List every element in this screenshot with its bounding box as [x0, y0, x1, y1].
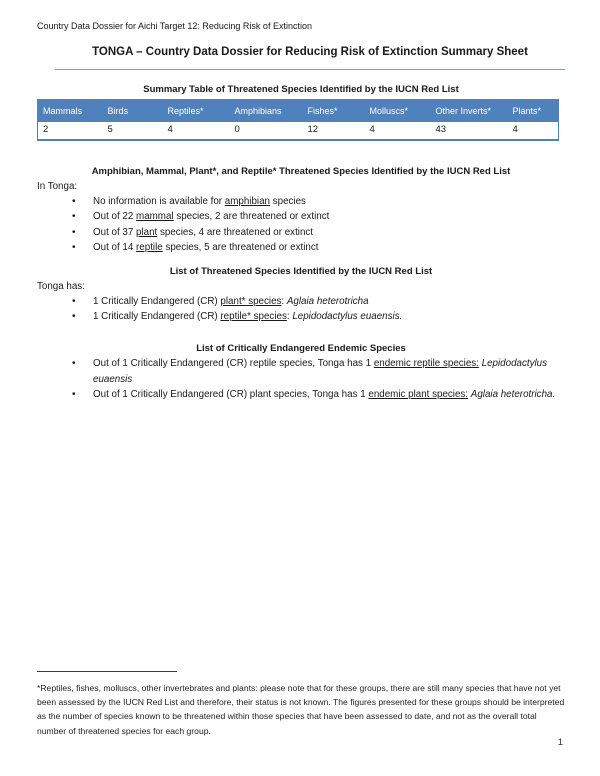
text-segment: No information is available for: [93, 196, 225, 207]
running-header: Country Data Dossier for Aichi Target 12: Reducing Risk of Extinction: [37, 21, 312, 31]
summary-table-title: Summary Table of Threatened Species Identified by the IUCN Red List: [143, 84, 459, 95]
summary-table-header-row: [38, 100, 559, 123]
section-threatened-by-group-heading: Amphibian, Mammal, Plant*, and Reptile* Threatened Species Identified by the IUCN Red List: [91, 166, 511, 177]
text-segment: Out of 1 Critically Endangered (CR) plant species, Tonga has 1: [93, 389, 369, 401]
summary-table-value-cell: 2: [43, 124, 49, 135]
summary-table-header-cell: Molluscs*: [365, 100, 431, 123]
text-segment: mammal: [136, 211, 174, 223]
text-segment: reptile: [136, 242, 163, 254]
text-segment: Lepidodactylus euaensis.: [292, 311, 403, 323]
summary-table-header-cell: Mammals: [38, 100, 103, 123]
text-segment: :: [281, 295, 287, 307]
page-number: 1: [557, 737, 563, 748]
text-segment: Aglaia heterotricha: [286, 295, 369, 307]
summary-table-value-cell: 43: [435, 124, 447, 135]
text-segment: Out of 22: [93, 211, 137, 223]
text-segment: Out of 37: [93, 226, 137, 238]
summary-table-header-cell: Other Inverts*: [431, 100, 508, 123]
text-segment: plant: [136, 226, 158, 238]
section-endemic-species-bullets: [37, 356, 565, 402]
text-segment: species: [270, 196, 306, 207]
section-endemic-species-heading: List of Critically Endangered Endemic Species: [196, 343, 406, 355]
section-threatened-by-group-intro: In Tonga:: [37, 181, 78, 192]
footnote-text: *Reptiles, fishes, molluscs, other invertebrates and plants: please note that for these groups, there are still many species that have not yet been assessed by the IUCN Red List and therefore, their status is not known. The figures presented for these groups should be interpreted as the number of species known to be threatened within those species that have been assessed to date, and not as the overall total number of threatened species for each group.: [37, 683, 565, 736]
bullet-item: [37, 294, 565, 309]
text-segment: 1 Critically Endangered (CR): [93, 311, 221, 323]
bullet-item: [37, 309, 565, 324]
text-segment: species, 4 are threatened or extinct: [157, 226, 314, 238]
summary-table-value-cell: 4: [512, 124, 518, 135]
text-segment: endemic plant species:: [368, 389, 469, 401]
text-segment: :: [286, 311, 293, 323]
summary-table-value-cell: 4: [167, 124, 173, 135]
title-block: [55, 43, 565, 70]
bullet-item: [37, 194, 565, 209]
text-segment: 1 Critically Endangered (CR): [93, 295, 221, 307]
section-threatened-species-list: [37, 265, 565, 325]
text-segment: Lepidodactylus euaensis: [93, 358, 548, 385]
text-segment: reptile* species: [220, 311, 287, 323]
text-segment: Aglaia heterotricha.: [470, 389, 556, 401]
bullet-item: [37, 387, 565, 402]
footnote-separator: [37, 671, 177, 672]
section-threatened-by-group-bullets: [37, 194, 565, 256]
section-endemic-species: [37, 342, 565, 402]
bullet-item: [37, 356, 565, 387]
text-segment: amphibian: [224, 196, 270, 207]
section-threatened-species-list-heading: List of Threatened Species Identified by the IUCN Red List: [169, 265, 433, 277]
summary-table-header-cell: Reptiles*: [163, 100, 230, 123]
section-threatened-by-group: [37, 165, 565, 256]
summary-table-header-cell: Amphibians: [230, 100, 303, 123]
summary-table-header-cell: Fishes*: [303, 100, 365, 123]
text-segment: species, 2 are threatened or extinct: [173, 211, 330, 223]
bullet-item: [37, 225, 565, 240]
summary-table-value-cell: 0: [234, 124, 240, 135]
summary-table-value-row: [38, 122, 559, 140]
section-threatened-species-list-intro: Tonga has:: [37, 280, 85, 292]
summary-table-value-cell: 5: [107, 124, 113, 135]
summary-table-value-cell: 4: [369, 124, 375, 135]
bullet-item: [37, 240, 565, 255]
section-threatened-species-list-bullets: [37, 294, 565, 325]
text-segment: Out of 1 Critically Endangered (CR) reptile species, Tonga has 1: [93, 358, 374, 370]
summary-table-header-cell: Plants*: [508, 100, 559, 123]
summary-table-header-cell: Birds: [103, 100, 163, 123]
text-segment: Out of 14: [93, 242, 137, 254]
document-title: TONGA – Country Data Dossier for Reducing Risk of Extinction Summary Sheet: [92, 46, 528, 58]
text-segment: endemic reptile species:: [373, 358, 479, 370]
summary-table: [37, 99, 559, 141]
summary-table-value-cell: 12: [307, 124, 319, 135]
footnote-area: [37, 671, 565, 738]
text-segment: plant* species: [220, 295, 282, 307]
bullet-item: [37, 209, 565, 224]
text-segment: species, 5 are threatened or extinct: [162, 242, 319, 254]
